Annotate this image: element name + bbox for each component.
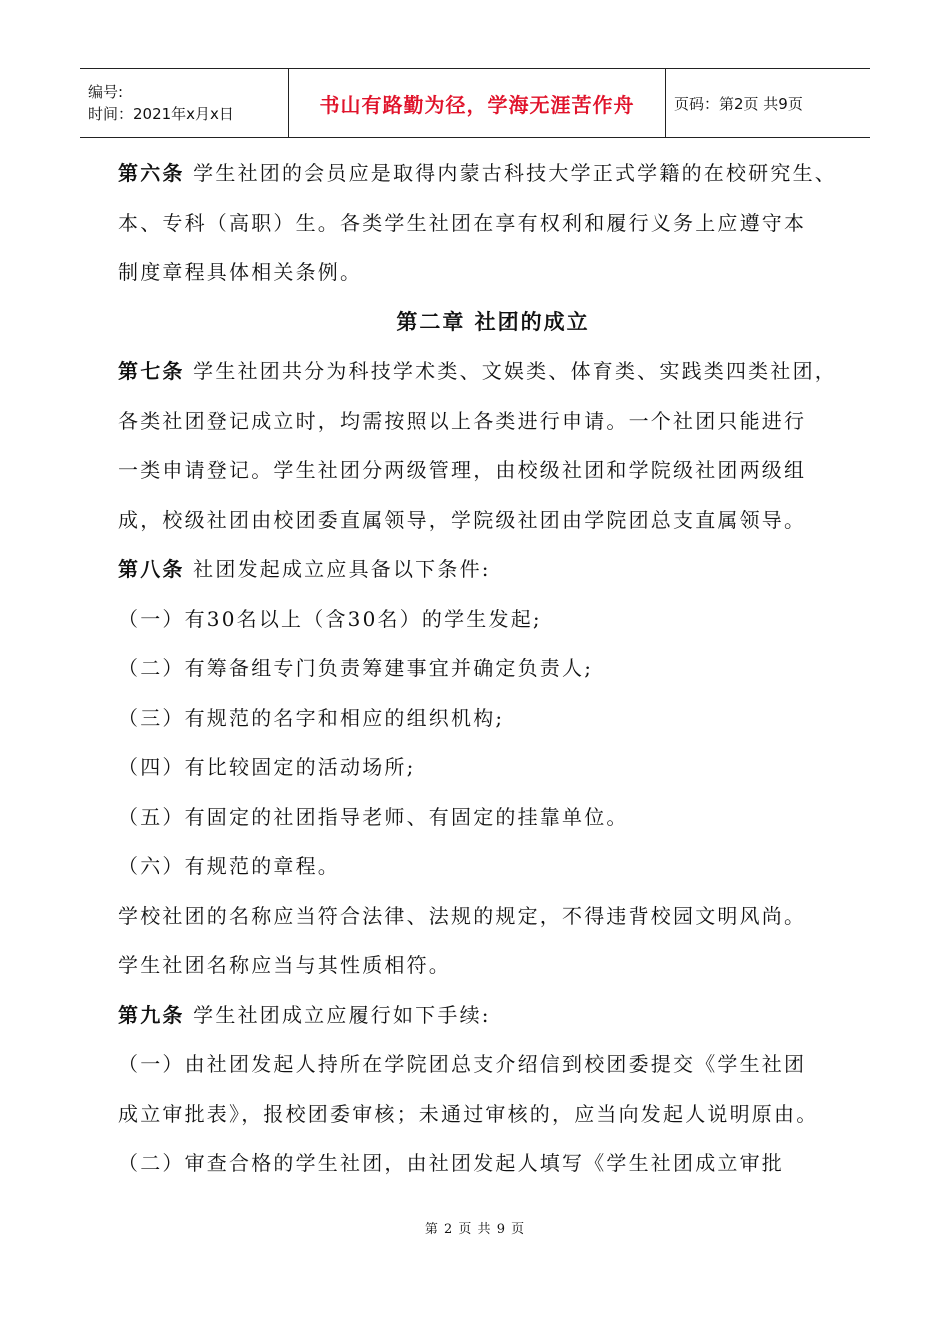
header-meta (80, 69, 288, 137)
naming-rule-line-2: 学生社团名称应当与其性质相符。 (118, 953, 451, 977)
article-6-line-3: 制度章程具体相关条例。 (118, 260, 363, 284)
page-footer (0, 1218, 950, 1237)
article-7-line-2: 各类社团登记成立时，均需按照以上各类进行申请。一个社团只能进行 (118, 408, 807, 433)
condition-6: （六）有规范的章程。 (118, 854, 340, 878)
page-info-text: 页码：第2页 共9页 (674, 94, 803, 113)
article-7-line-3: 一类申请登记。学生社团分两级管理，由校级社团和学院级社团两级组 (118, 458, 807, 482)
article-8-title: 第八条 (118, 557, 185, 581)
motto-text: 书山有路勤为径，学海无涯苦作舟 (319, 92, 635, 117)
article-8-text: 社团发起成立应具备以下条件: (184, 557, 491, 581)
condition-5: （五）有固定的社团指导老师、有固定的挂靠单位。 (118, 804, 629, 829)
condition-1: （一）有30名以上（含30名）的学生发起; (118, 606, 542, 631)
page-header (80, 68, 870, 138)
footer-page-number: 第 2 页 共 9 页 (424, 1222, 526, 1237)
article-6-line-2: 本、专科（高职）生。各类学生社团在享有权利和履行义务上应遵守本 (118, 210, 807, 235)
document-body (118, 160, 838, 1200)
article-6-text: 学生社团的会员应是取得内蒙古科技大学正式学籍的在校研究生、 (184, 161, 837, 185)
condition-4: （四）有比较固定的活动场所; (118, 755, 416, 779)
article-9-line-1 (118, 1002, 838, 1028)
article-7-line-4: 成，校级社团由校团委直属领导，学院级社团由学院团总支直属领导。 (118, 507, 807, 532)
naming-rule-line-1: 学校社团的名称应当符合法律、法规的规定，不得违背校园文明风尚。 (118, 903, 807, 928)
chapter-heading: 第二章 社团的成立 (396, 308, 590, 334)
condition-3: （三）有规范的名字和相应的组织机构; (118, 705, 505, 730)
procedure-2-line-1: （二）审查合格的学生社团，由社团发起人填写《学生社团成立审批 (118, 1151, 784, 1175)
article-6-line-1 (118, 160, 838, 186)
procedure-1-line-1: （一）由社团发起人持所在学院团总支介绍信到校团委提交《学生社团 (118, 1052, 807, 1076)
article-7-line-1 (118, 358, 838, 384)
article-8-line-1 (118, 556, 838, 582)
article-9-text: 学生社团成立应履行如下手续: (184, 1002, 491, 1027)
article-7-text: 学生社团共分为科技学术类、文娱类、体育类、实践类四类社团， (184, 359, 837, 383)
doc-time-label: 时间：2021年x月x日 (88, 105, 234, 123)
article-6-title: 第六条 (118, 161, 185, 185)
article-7-title: 第七条 (118, 359, 185, 383)
doc-number-label: 编号: (88, 83, 124, 101)
procedure-1-line-2: 成立审批表》，报校团委审核；未通过审核的，应当向发起人说明原由。 (118, 1101, 819, 1126)
header-motto (288, 69, 666, 137)
condition-2: （二）有筹备组专门负责筹建事宜并确定负责人; (118, 656, 594, 680)
article-9-title: 第九条 (118, 1002, 185, 1027)
header-page-info (666, 69, 870, 137)
